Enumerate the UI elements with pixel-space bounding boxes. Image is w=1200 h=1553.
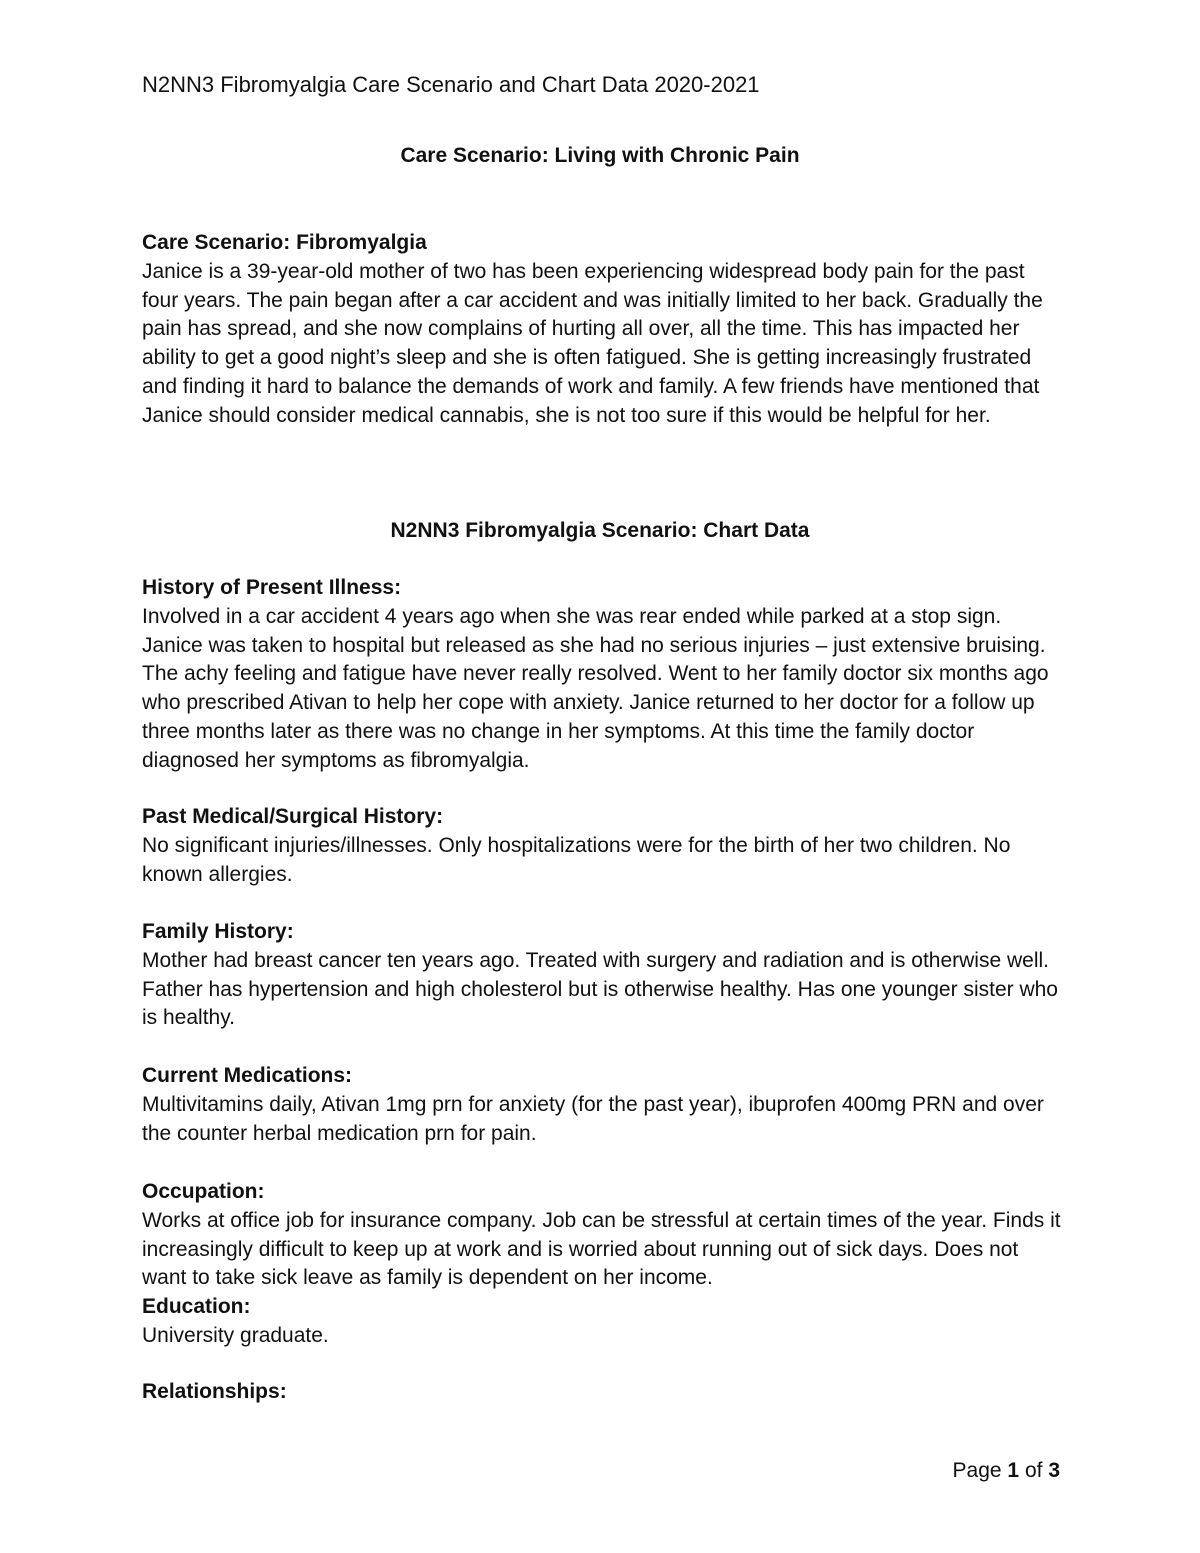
chart-data-title: N2NN3 Fibromyalgia Scenario: Chart Data: [390, 519, 810, 542]
hpi-heading: History of Present Illness:: [142, 576, 402, 599]
relationships-section: [142, 1378, 1062, 1407]
hpi-text: Involved in a car accident 4 years ago when she was rear ended while parked at a stop sign. Janice was taken to hospital but released as she had no serious injuries – just extensive bruising. The achy feeling and fatigue have never really resolved. Went to her family doctor six months ago who prescribed Ativan to help her cope with anxiety. Janice returned to her doctor for a follow up three months later as there was no change in her symptoms. At this time the family doctor diagnosed her symptoms as fibromyalgia.: [142, 604, 1049, 772]
family-history-heading: Family History:: [142, 920, 294, 943]
of-word: of: [1024, 1459, 1043, 1482]
page-word: Page: [952, 1459, 1002, 1482]
pmh-section: [142, 803, 1062, 889]
medications-heading: Current Medications:: [142, 1064, 353, 1087]
relationships-heading: Relationships:: [142, 1380, 287, 1403]
document-header: N2NN3 Fibromyalgia Care Scenario and Chart Data 2020-2021: [142, 72, 760, 97]
page-current: 1: [1007, 1459, 1020, 1482]
page-number: [900, 1456, 1060, 1486]
pmh-text: No significant injuries/illnesses. Only hospitalizations were for the birth of her two children. No known allergies.: [142, 833, 1011, 886]
occupation-text: Works at office job for insurance company. Job can be stressful at certain times of the year. Finds it increasingly difficult to keep up at work and is worried about running out of sick days. Does not want to take sick leave as family is dependent on her income.: [142, 1208, 1061, 1290]
family-history-text: Mother had breast cancer ten years ago. Treated with surgery and radiation and is otherwise well. Father has hypertension and high cholesterol but is otherwise healthy. Has one younger sister who is healthy.: [142, 948, 1058, 1030]
occupation-heading: Occupation:: [142, 1180, 265, 1203]
medications-text: Multivitamins daily, Ativan 1mg prn for anxiety (for the past year), ibuprofen 400mg PRN and over the counter herbal medication prn for pain.: [142, 1092, 1044, 1145]
family-history-section: [142, 918, 1062, 1033]
scenario-title: Care Scenario: Living with Chronic Pain: [400, 144, 800, 167]
education-text: University graduate.: [142, 1323, 329, 1347]
scenario-section: [142, 229, 1062, 431]
page-total: 3: [1048, 1459, 1060, 1482]
scenario-text: Janice is a 39-year-old mother of two has been experiencing widespread body pain for the past four years. The pain began after a car accident and was initially limited to her back. Gradually the pain has spread, and she now complains of hurting all over, all the time. This has impacted her ability to get a good night’s sleep and she is often fatigued. She is getting increasingly frustrated and finding it hard to balance the demands of work and family. A few friends have mentioned that Janice should consider medical cannabis, she is not too sure if this would be helpful for her.: [142, 259, 1043, 427]
medications-section: [142, 1062, 1062, 1148]
pmh-heading: Past Medical/Surgical History:: [142, 805, 444, 828]
hpi-section: [142, 574, 1062, 776]
education-heading: Education:: [142, 1295, 251, 1319]
scenario-heading: Care Scenario: Fibromyalgia: [142, 231, 427, 254]
occupation-section: [142, 1178, 1062, 1351]
